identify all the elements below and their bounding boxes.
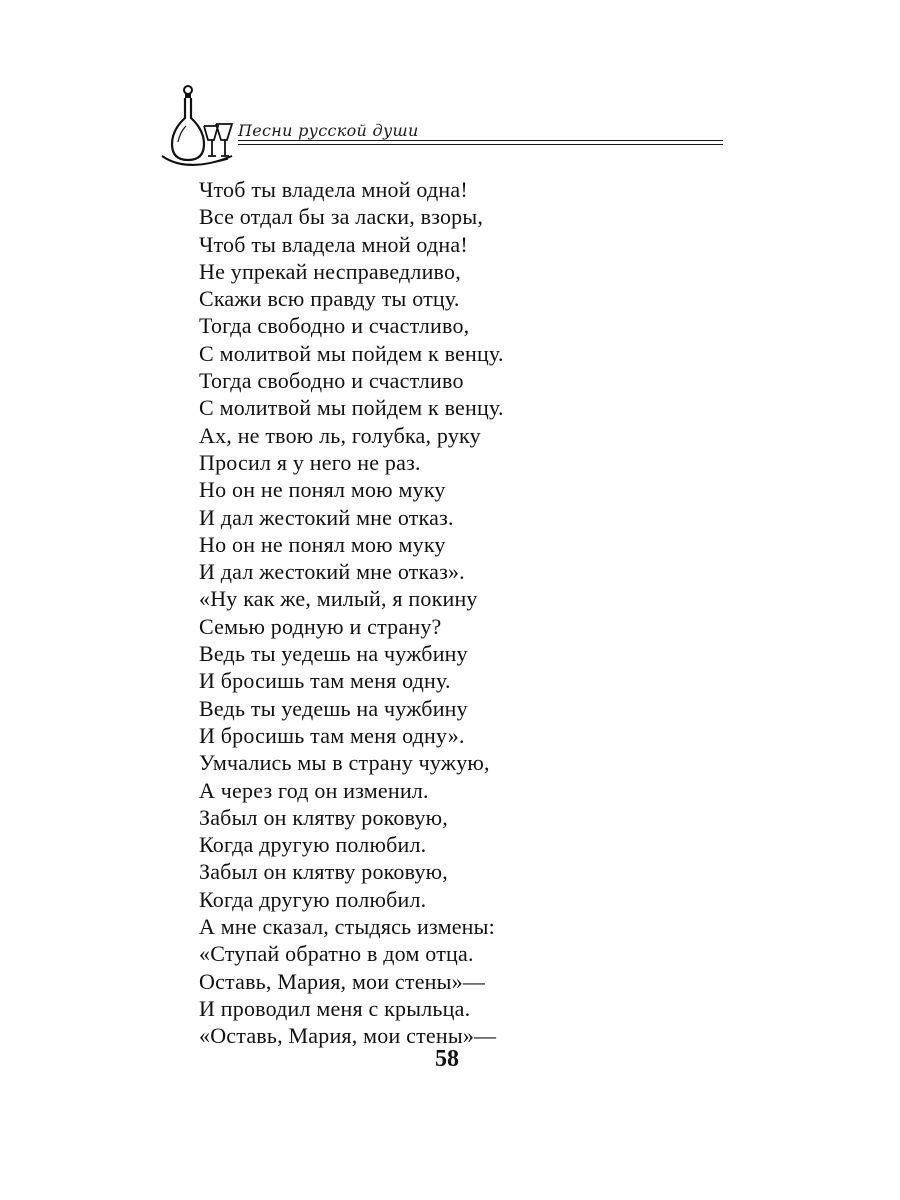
poem-line: Ведь ты уедешь на чужбину [199,641,468,667]
poem-line: Ах, не твою ль, голубка, руку [199,422,481,448]
poem-line: Но он не понял мою муку [199,531,446,557]
running-header [158,82,723,172]
poem-line: Тогда свободно и счастливо, [199,313,470,339]
poem-line: Ведь ты уедешь на чужбину [199,695,468,721]
poem-line: А через год он изменил. [199,777,429,803]
poem-line: «Оставь, Мария, мои стены»— [199,1023,497,1049]
poem-line: Скажи всю правду ты отцу. [199,286,460,312]
poem-line: Оставь, Мария, мои стены»— [199,968,486,994]
poem-line: И бросишь там меня одну. [199,668,451,694]
poem-line: И дал жестокий мне отказ». [199,559,465,585]
poem-line: Когда другую полюбил. [199,832,427,858]
poem-line: Забыл он клятву роковую, [199,859,448,885]
header-rule [238,144,723,145]
poem-line: Все отдал бы за ласки, взоры, [199,204,484,230]
poem-line: Просил я у него не раз. [199,449,421,475]
poem-line: «Ступай обратно в дом отца. [199,941,474,967]
poem-line: Чтоб ты владела мной одна! [199,231,468,257]
poem-line: С молитвой мы пойдем к венцу. [199,340,504,366]
poem-line: И дал жестокий мне отказ. [199,504,454,530]
page-number [0,1046,900,1073]
poem-line: Семью родную и страну? [199,613,442,639]
poem-line: И проводил меня с крыльца. [199,995,471,1021]
poem-line: Не упрекай несправедливо, [199,258,461,284]
header-rule [238,140,723,141]
poem-line: Тогда свободно и счастливо [199,368,464,394]
poem-line: А мне сказал, стыдясь измены: [199,914,495,940]
poem-line: Но он не понял мою муку [199,477,446,503]
poem-line: «Ну как же, милый, я покину [199,586,478,612]
running-header-title: Песни русской души [238,121,419,140]
poem-line: Когда другую полюбил. [199,886,427,912]
page-number-text: 58 [435,1046,459,1072]
poem-text [199,176,719,1050]
poem-line: Умчались мы в страну чужую, [199,750,490,776]
poem-line: Чтоб ты владела мной одна! [199,177,468,202]
poem-line: Забыл он клятву роковую, [199,804,448,830]
poem-line: И бросишь там меня одну». [199,722,465,748]
bottle-and-glasses-icon [158,82,238,172]
poem-line: С молитвой мы пойдем к венцу. [199,395,504,421]
